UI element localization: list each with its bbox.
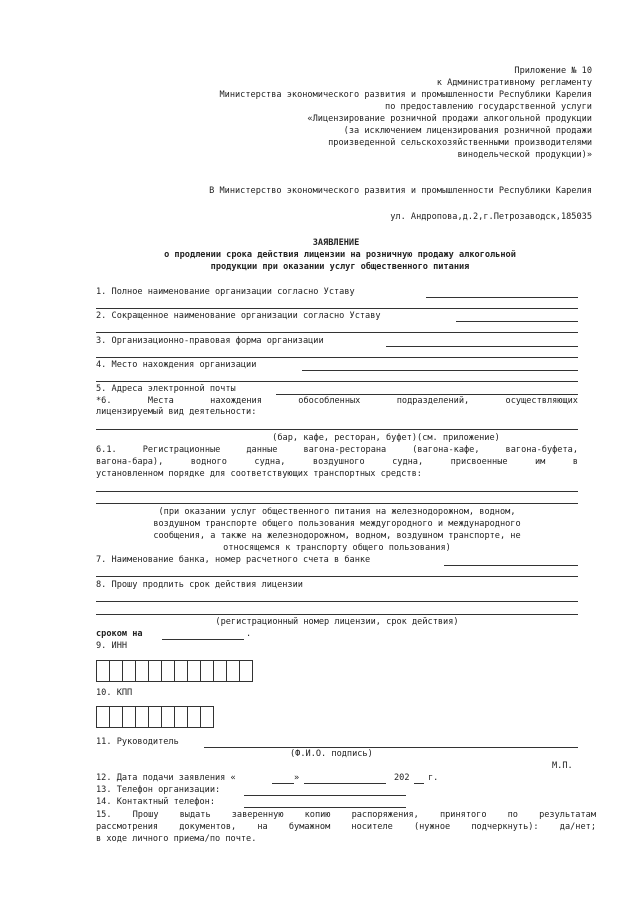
field-3-label: 3. Организационно-правовая форма организации <box>96 336 324 346</box>
field-6-1-note-3: сообщения, а также на железнодорожном, водном, воздушном транспорте, не <box>153 531 521 541</box>
subdivisions-input[interactable] <box>96 429 578 430</box>
location-input[interactable] <box>302 360 578 371</box>
field-15-line-2: рассмотрения документов, на бумажном носителе (нужное подчеркнуть): да/нет; <box>96 822 596 832</box>
field-6-1-label-2: вагона-бара), водного судна, воздушного судна, присвоенные им в <box>96 457 578 467</box>
document-subtitle-1: о продлении срока действия лицензии на розничную продажу алкогольной <box>164 250 516 260</box>
org-phone-input[interactable] <box>244 785 406 796</box>
field-15-line-1: 15. Прошу выдать заверенную копию распоряжения, принятого по результатам <box>96 810 596 820</box>
field-6-1-label-3: установленном порядке для соответствующих транспортных средств: <box>96 469 422 479</box>
kpp-input[interactable] <box>96 706 214 728</box>
kpp-label: 10. КПП <box>96 688 133 698</box>
inn-label: 9. ИНН <box>96 641 128 651</box>
contact-phone-label: 14. Контактный телефон: <box>96 797 215 807</box>
field-8-note: (регистрационный номер лицензии, срок действия) <box>215 617 459 627</box>
head-note: (Ф.И.О. подпись) <box>290 749 373 759</box>
date-day-input[interactable] <box>272 773 294 784</box>
appendix-line-5: «Лицензирование розничной продажи алкогольной продукции <box>307 114 592 124</box>
appendix-line-3: Министерства экономического развития и промышленности Республики Карелия <box>219 90 592 100</box>
field-6-1-note-4: относящемся к транспорту общего пользования) <box>223 543 451 553</box>
addressee-address: ул. Андропова,д.2,г.Петрозаводск,185035 <box>390 212 592 222</box>
date-year-suffix: г. <box>428 773 439 783</box>
field-7-label: 7. Наименование банка, номер расчетного счета в банке <box>96 555 371 565</box>
legal-form-input-line-2[interactable] <box>96 357 578 358</box>
field-6-1-label-1: 6.1. Регистрационные данные вагона-ресторана (вагона-кафе, вагона-буфета, <box>96 445 578 455</box>
short-name-input[interactable] <box>456 311 578 322</box>
bank-input-line-2[interactable] <box>96 576 578 577</box>
contact-phone-input[interactable] <box>244 797 406 808</box>
appendix-line-8: винодельческой продукции)» <box>457 150 592 160</box>
legal-form-input[interactable] <box>386 336 578 347</box>
transport-input-line-1[interactable] <box>96 491 578 492</box>
bank-input[interactable] <box>444 555 578 566</box>
head-label: 11. Руководитель <box>96 737 179 747</box>
document-title: ЗАЯВЛЕНИЕ <box>312 238 360 248</box>
appendix-line-7: произведенной сельскохозяйственными производителями <box>328 138 592 148</box>
date-quote-close: » <box>294 773 300 783</box>
transport-input-line-2[interactable] <box>96 503 578 504</box>
license-input-line-1[interactable] <box>96 601 578 602</box>
appendix-line-2: к Административному регламенту <box>436 78 592 88</box>
full-name-input-line-2[interactable] <box>96 308 578 309</box>
field-1-label: 1. Полное наименование организации согласно Уставу <box>96 287 355 297</box>
date-year-input[interactable] <box>414 773 424 784</box>
license-input-line-2[interactable] <box>96 614 578 615</box>
field-4-label: 4. Место нахождения организации <box>96 360 257 370</box>
org-phone-label: 13. Телефон организации: <box>96 785 221 795</box>
term-input[interactable] <box>162 629 244 640</box>
document-subtitle-2: продукции при оказании услуг общественного питания <box>210 262 470 272</box>
stamp-label: М.П. <box>552 761 573 771</box>
field-5-label: 5. Адреса электронной почты <box>96 384 236 394</box>
field-6-label-2: лицензируемый вид деятельности: <box>96 407 257 417</box>
field-8-label: 8. Прошу продлить срок действия лицензии <box>96 580 303 590</box>
field-15-line-3: в ходе личного приема/по почте. <box>96 834 257 844</box>
term-suffix: . <box>246 629 252 639</box>
appendix-line-1: Приложение № 10 <box>514 66 592 76</box>
email-input[interactable] <box>276 384 578 395</box>
location-input-line-2[interactable] <box>96 381 578 382</box>
field-6-1-note-2: воздушном транспорте общего пользования междугородного и международного <box>153 519 521 529</box>
field-6-label-1: *6. Места нахождения обособленных подразделений, осуществляющих <box>96 396 578 406</box>
date-month-input[interactable] <box>304 773 386 784</box>
inn-input[interactable] <box>96 660 253 682</box>
short-name-input-line-2[interactable] <box>96 332 578 333</box>
appendix-line-6: (за исключением лицензирования розничной продажи <box>343 126 592 136</box>
date-year: 202 <box>394 773 410 783</box>
field-2-label: 2. Сокращенное наименование организации согласно Уставу <box>96 311 381 321</box>
term-label: сроком на <box>96 629 143 639</box>
head-input[interactable] <box>204 737 578 748</box>
field-6-note: (бар, кафе, ресторан, буфет)(см. приложение) <box>272 433 500 443</box>
date-label: 12. Дата подачи заявления « <box>96 773 236 783</box>
full-name-input[interactable] <box>426 287 578 298</box>
appendix-line-4: по предоставлению государственной услуги <box>385 102 592 112</box>
addressee-ministry: В Министерство экономического развития и промышленности Республики Карелия <box>209 186 592 196</box>
field-6-1-note-1: (при оказании услуг общественного питания на железнодорожном, водном, <box>158 507 516 517</box>
